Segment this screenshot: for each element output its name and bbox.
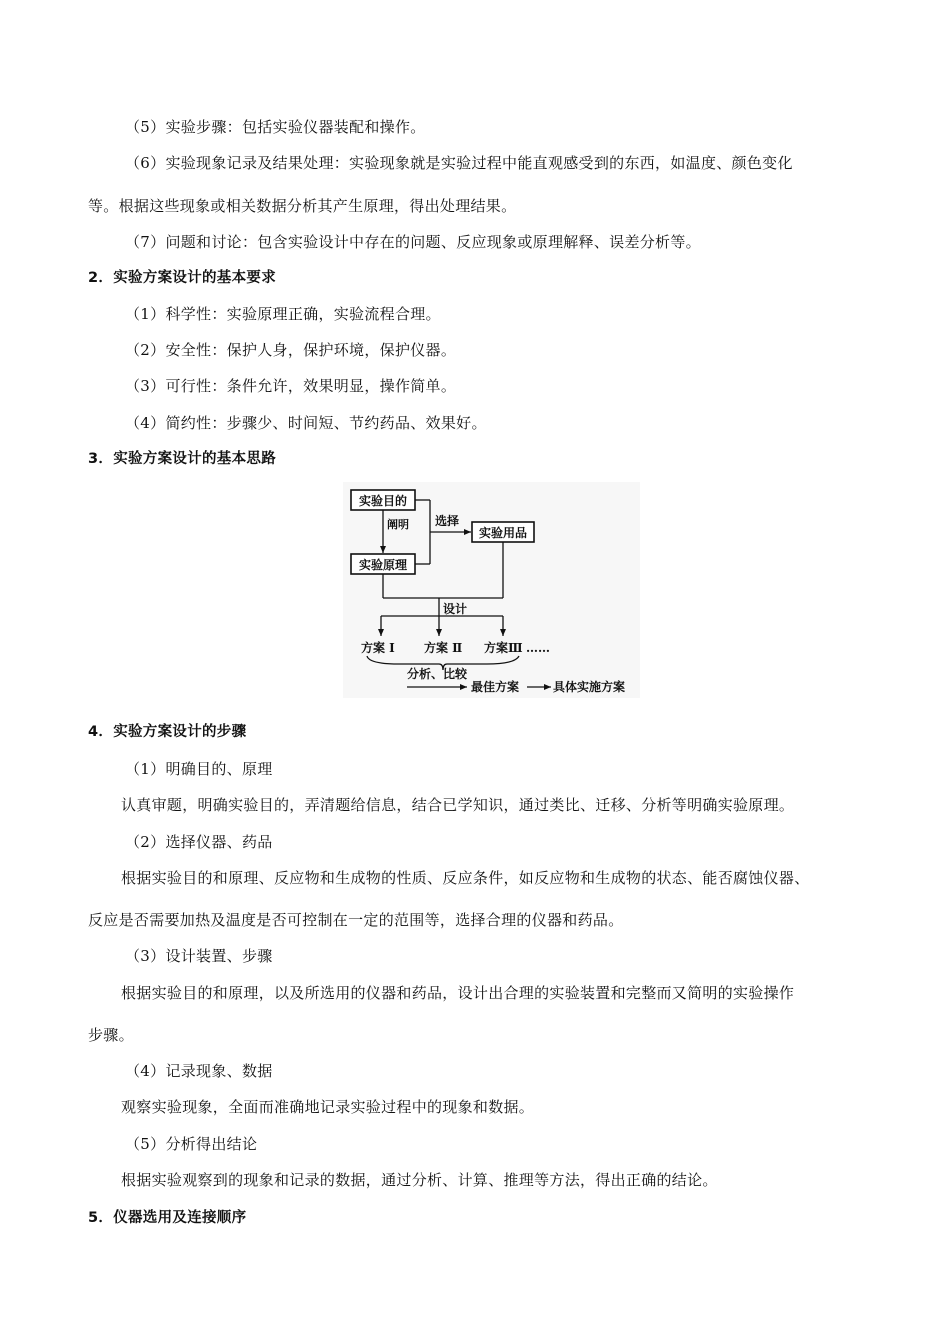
section-heading: 5．仪器选用及连接顺序 [88,1210,247,1226]
supplies-box-label: 实验用品 [478,526,528,540]
principle-box-label: 实验原理 [358,558,408,572]
step-title: （5）分析得出结论 [125,1135,258,1153]
step-title: （3）设计装置、步骤 [125,947,273,965]
item-problems-discussion: （7）问题和讨论：包含实验设计中存在的问题、反应现象或原理解释、误差分析等。 [125,233,701,251]
item-phenomena-record-line1: （6）实验现象记录及结果处理：实验现象就是实验过程中能直观感受到的东西，如温度、颜色变化 [125,154,793,172]
item-phenomena-record-line2: 等。根据这些现象或相关数据分析其产生原理，得出处理结果。 [88,197,517,215]
step-body-line1: 根据实验目的和原理，以及所选用的仪器和药品，设计出合理的实验装置和完整而又简明的实验操作 [121,984,795,1002]
requirement-item: （3）可行性：条件允许，效果明显，操作简单。 [125,377,457,395]
requirement-item: （2）安全性：保护人身，保护环境，保护仪器。 [125,341,457,359]
step-body-line2: 步骤。 [88,1026,134,1044]
design-label: 设计 [443,602,468,616]
compare-label: 分析、比较 [407,667,468,681]
clarify-label: 阐明 [387,518,409,531]
design-approach-flowchart [343,482,640,698]
section-heading: 4．实验方案设计的步骤 [88,724,247,740]
step-body-line2: 反应是否需要加热及温度是否可控制在一定的范围等，选择合理的仪器和药品。 [88,911,624,929]
plan-2: 方案 Ⅱ [424,641,463,655]
step-title: （2）选择仪器、药品 [125,833,273,851]
item-experiment-steps: （5）实验步骤：包括实验仪器装配和操作。 [125,118,426,136]
step-body-line1: 根据实验目的和原理、反应物和生成物的性质、反应条件，如反应物和生成物的状态、能否腐蚀仪器、 [121,869,810,887]
best-plan: 最佳方案 [471,680,520,694]
step-body: 观察实验现象，全面而准确地记录实验过程中的现象和数据。 [121,1098,535,1116]
select-label: 选择 [435,514,460,528]
goal-box-label: 实验目的 [358,494,408,508]
requirement-item: （1）科学性：实验原理正确，实验流程合理。 [125,305,441,323]
final-plan: 具体实施方案 [553,680,626,694]
plan-1: 方案 Ⅰ [361,641,395,655]
step-title: （1）明确目的、原理 [125,760,273,778]
step-body: 根据实验观察到的现象和记录的数据，通过分析、计算、推理等方法，得出正确的结论。 [121,1171,718,1189]
section-heading: 2．实验方案设计的基本要求 [88,270,276,286]
section-heading: 3．实验方案设计的基本思路 [88,451,276,467]
plans-ellipsis: …… [526,641,550,655]
step-body: 认真审题，明确实验目的，弄清题给信息，结合已学知识，通过类比、迁移、分析等明确实验原理。 [121,796,795,814]
plan-3: 方案Ⅲ [484,641,523,655]
requirement-item: （4）简约性：步骤少、时间短、节约药品、效果好。 [125,414,487,432]
step-title: （4）记录现象、数据 [125,1062,273,1080]
